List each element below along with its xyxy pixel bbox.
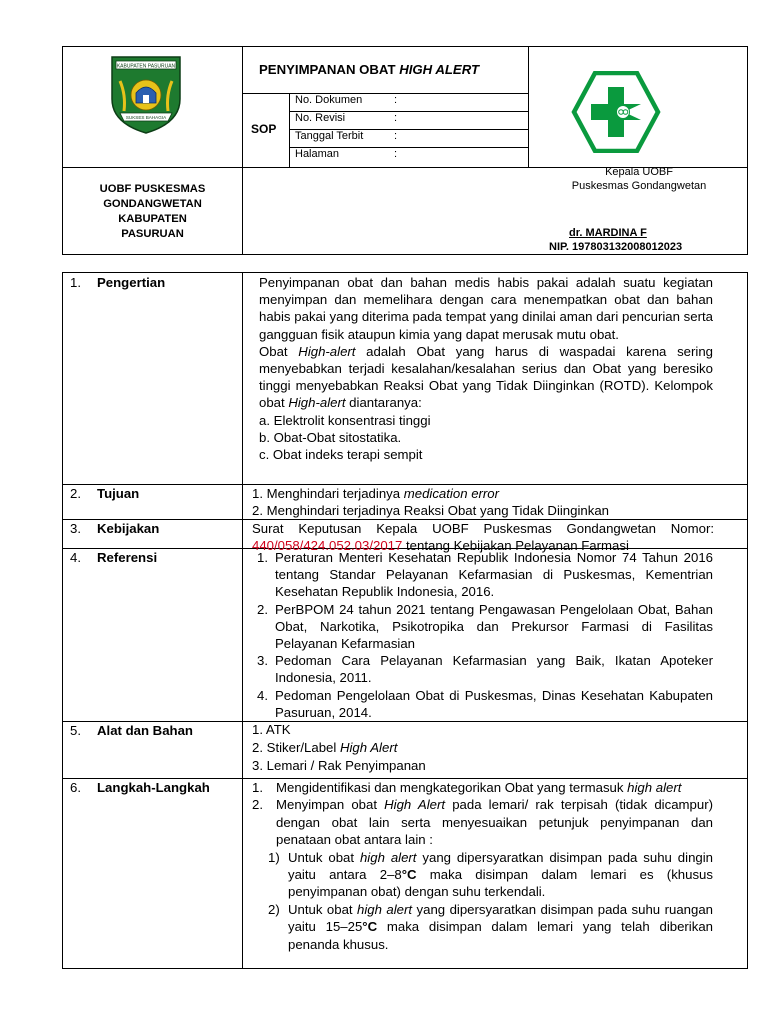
section-title-kebijakan: Kebijakan: [97, 521, 160, 536]
institution-name: UOBF PUSKESMAS GONDANGWETAN KABUPATEN PASURUAN: [99, 183, 206, 240]
section-title-alat-bahan: Alat dan Bahan: [97, 723, 193, 738]
list-item: 2. Menyimpan obat High Alert pada lemari/ rak terpisah (tidak dicampur) dengan obat lain serta menyesuaikan petunjuk penyimpanan dan penataan obat antara lain :: [252, 797, 713, 848]
puskesmas-logo-icon: [571, 71, 661, 153]
section-title-tujuan: Tujuan: [97, 486, 140, 501]
approver-nip: NIP. 197803132008012023: [549, 241, 683, 253]
list-item: 1) Untuk obat high alert yang dipersyaratkan disimpan pada suhu dingin yaitu antara 2–8°C maka disimpan dalam lemari es (khusus penyimpanan obat) dengan suhu terkendali.: [268, 849, 713, 900]
list-item: 2. PerBPOM 24 tahun 2021 tentang Pengawasan Pengelolaan Obat, Bahan Obat, Narkotika, Psikotropika dan Prekursor Farmasi di Fasilitas Pelayanan Kefarmasian: [257, 601, 713, 652]
meta-sep: :: [394, 148, 398, 160]
section-number: 3.: [70, 521, 81, 536]
list-item: 2) Untuk obat high alert yang dipersyaratkan disimpan pada suhu ruangan yaitu 15–25°C maka disimpan dalam lemari yang telah diberikan penanda khusus.: [268, 901, 713, 952]
document-title: PENYIMPANAN OBAT HIGH ALERT: [259, 62, 480, 77]
section-number: 2.: [70, 486, 81, 501]
section-number: 6.: [70, 780, 81, 795]
list-item: 1. Peraturan Menteri Kesehatan Republik Indonesia Nomor 74 Tahun 2016 tentang Standar Pelayanan Kefarmasian di Puskesmas, Kementrian Kesehatan Republik Indonesia, 2016.: [257, 550, 713, 600]
pasuruan-emblem-icon: [106, 51, 186, 135]
meta-label-no-revisi: No. Revisi: [295, 112, 346, 124]
sop-body-table: [62, 272, 748, 969]
meta-label-no-dokumen: No. Dokumen: [295, 94, 363, 106]
approver-name: dr. MARDINA F: [569, 227, 647, 239]
section-body-pengertian: Penyimpanan obat dan bahan medis habis pakai adalah suatu kegiatan menyimpan dan memelihara dengan cara menempatkan obat dan bahan habis pakai yang diterima pada tempat yang dinilai aman dari pencurian serta gangguan fisik ataupun kimia yang dapat merusak mutu obat. Obat High-alert adalah Obat yang harus di waspadai karena sering menyebabkan terjadi kesalahan/kesalahan serius dan Obat yang beresiko tinggi menyebabkan Reaksi Obat yang Tidak Diinginkan (ROTD). Kelompok obat High-alert diantaranya: a. Elektrolit konsentrasi tinggi b. Obat-Obat sitostatika. c. Obat indeks terapi sempit: [259, 275, 714, 463]
meta-label-halaman: Halaman: [295, 148, 340, 160]
section-body-alat-bahan: 1. ATK 2. Stiker/Label High Alert 3. Lemari / Rak Penyimpanan: [252, 722, 426, 773]
list-item: 4. Pedoman Pengelolaan Obat di Puskesmas, Dinas Kesehatan Kabupaten Pasuruan, 2014.: [257, 687, 713, 720]
meta-sep: :: [394, 130, 398, 142]
meta-label-tanggal-terbit: Tanggal Terbit: [295, 130, 364, 142]
section-title-langkah: Langkah-Langkah: [97, 780, 210, 795]
section-title-pengertian: Pengertian: [97, 275, 166, 290]
regulation-number: 440/058/424.052.03/2017: [252, 538, 403, 554]
section-number: 1.: [70, 275, 81, 290]
section-body-referensi: [257, 549, 713, 721]
sop-label: SOP: [251, 122, 277, 136]
meta-sep: :: [394, 94, 398, 106]
section-number: 5.: [70, 723, 81, 738]
sop-header-table: [62, 46, 748, 255]
svg-text:SUKSES BAHAGIA: SUKSES BAHAGIA: [125, 115, 167, 120]
svg-text:KABUPATEN PASURUAN: KABUPATEN PASURUAN: [116, 63, 176, 70]
list-item: 1. Mengidentifikasi dan mengkategorikan Obat yang termasuk high alert: [252, 780, 682, 795]
section-number: 4.: [70, 550, 81, 565]
section-body-langkah: [252, 779, 713, 953]
section-title-referensi: Referensi: [97, 550, 158, 565]
section-body-kebijakan: Surat Keputusan Kepala UOBF Puskesmas Gondangwetan Nomor: 440/058/424.052.03/2017 tentang Kebijakan Pelayanan Farmasi: [252, 521, 714, 554]
meta-sep: :: [394, 112, 398, 124]
approver-title: Kepala UOBF Puskesmas Gondangwetan: [571, 166, 707, 192]
section-body-tujuan: 1. Menghindari terjadinya medication error 2. Menghindari terjadinya Reaksi Obat yang Tidak Diinginkan: [252, 486, 609, 519]
list-item: 3. Pedoman Cara Pelayanan Kefarmasian yang Baik, Ikatan Apoteker Indonesia, 2011.: [257, 653, 713, 686]
sop-page: [62, 46, 748, 969]
